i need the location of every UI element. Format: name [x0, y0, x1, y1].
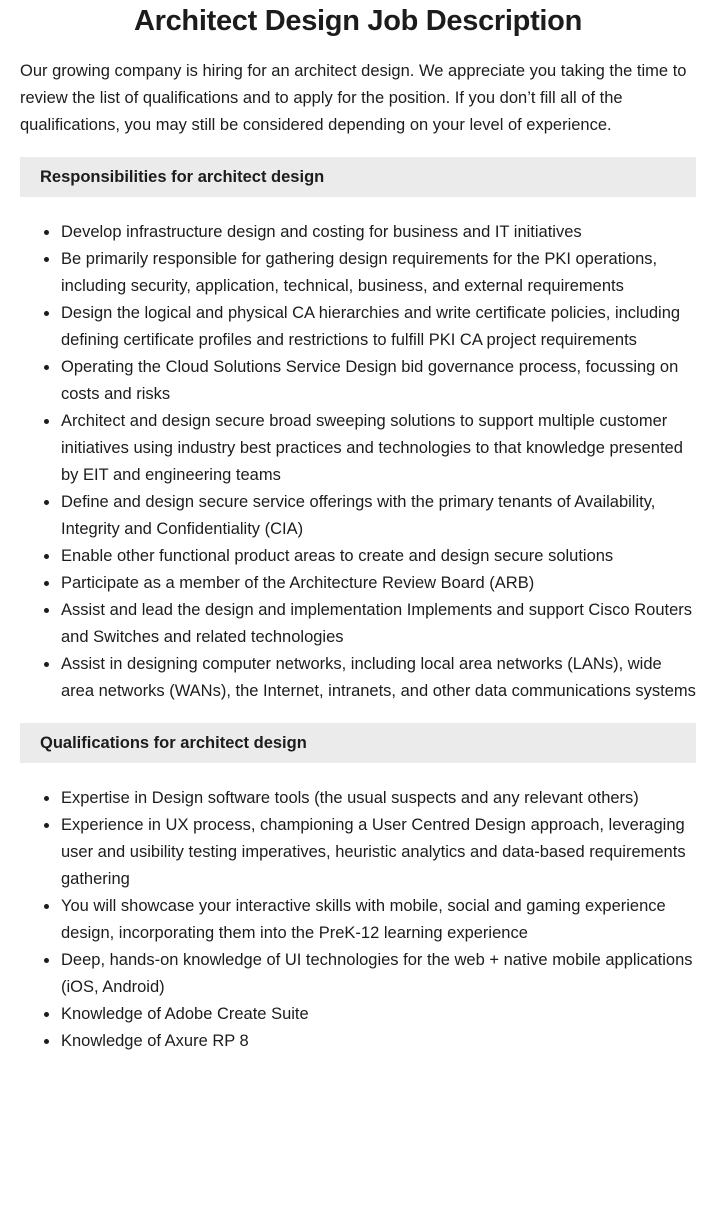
- list-item: [61, 947, 696, 1001]
- list-item-text: You will showcase your interactive skills with mobile, social and gaming experience design, incorporating them into the PreK-12 learning experience: [61, 897, 666, 942]
- list-item-text: Experience in UX process, championing a User Centred Design approach, leveraging user and usibility testing imperatives, heuristic analytics and data-based requirements gathering: [61, 816, 686, 888]
- bullet-icon: [44, 500, 49, 505]
- list-item: [61, 408, 696, 489]
- bullet-icon: [44, 662, 49, 667]
- section-qualifications: [20, 723, 696, 1055]
- list-item-text: Deep, hands-on knowledge of UI technologies for the web + native mobile applications (iOS, Android): [61, 951, 693, 996]
- bullet-icon: [44, 608, 49, 613]
- bullet-icon: [44, 230, 49, 235]
- list-item-text: Operating the Cloud Solutions Service Design bid governance process, focussing on costs and risks: [61, 358, 679, 403]
- list-item-text: Define and design secure service offerings with the primary tenants of Availability, Integrity and Confidentiality (CIA): [61, 493, 656, 538]
- section-header-bar-responsibilities: [20, 157, 696, 197]
- list-item-text: Expertise in Design software tools (the usual suspects and any relevant others): [61, 789, 639, 807]
- list-item: [61, 246, 696, 300]
- list-item-text: Assist and lead the design and implementation Implements and support Cisco Routers and Switches and related technologies: [61, 601, 693, 646]
- list-item: [61, 219, 696, 246]
- list-item: [61, 489, 696, 543]
- bullet-icon: [44, 823, 49, 828]
- list-item: [61, 812, 696, 893]
- bullet-icon: [44, 257, 49, 262]
- list-item: [61, 1028, 696, 1055]
- list-item: [61, 651, 696, 705]
- bullet-icon: [44, 581, 49, 586]
- section-responsibilities: [20, 157, 696, 705]
- list-item-text: Be primarily responsible for gathering design requirements for the PKI operations, including security, application, technical, business, and external requirements: [61, 250, 658, 295]
- bullet-icon: [44, 419, 49, 424]
- bullet-icon: [44, 365, 49, 370]
- bullet-icon: [44, 904, 49, 909]
- list-item: [61, 354, 696, 408]
- section-heading-responsibilities: Responsibilities for architect design: [40, 168, 325, 186]
- list-item-text: Participate as a member of the Architecture Review Board (ARB): [61, 574, 535, 592]
- list-item-text: Enable other functional product areas to create and design secure solutions: [61, 547, 614, 565]
- list-item: [61, 893, 696, 947]
- page-title: Architect Design Job Description: [133, 5, 583, 37]
- bullet-icon: [44, 1039, 49, 1044]
- list-item: [61, 543, 696, 570]
- list-item-text: Knowledge of Axure RP 8: [61, 1032, 249, 1050]
- list-item: [61, 570, 696, 597]
- list-item-text: Assist in designing computer networks, including local area networks (LANs), wide area networks (WANs), the Internet, intranets, and other data communications systems: [61, 655, 696, 700]
- list-item-text: Architect and design secure broad sweeping solutions to support multiple customer initiatives using industry best practices and technologies to that knowledge presented by EIT and engineering teams: [61, 412, 683, 484]
- list-item: [61, 785, 696, 812]
- list-item: [61, 300, 696, 354]
- bullet-icon: [44, 1012, 49, 1017]
- section-heading-qualifications: Qualifications for architect design: [40, 734, 307, 752]
- bullet-icon: [44, 958, 49, 963]
- list-item: [61, 1001, 696, 1028]
- bullet-icon: [44, 796, 49, 801]
- list-item-text: Develop infrastructure design and costing for business and IT initiatives: [61, 223, 582, 241]
- list-item: [61, 597, 696, 651]
- section-header-bar-qualifications: [20, 723, 696, 763]
- bullet-icon: [44, 311, 49, 316]
- bullet-icon: [44, 554, 49, 559]
- responsibilities-list: [20, 219, 696, 705]
- list-item-text: Design the logical and physical CA hierarchies and write certificate policies, including defining certificate profiles and restrictions to fulfill PKI CA project requirements: [61, 304, 681, 349]
- qualifications-list: [20, 785, 696, 1055]
- intro-paragraph: Our growing company is hiring for an architect design. We appreciate you taking the time to review the list of qualifications and to apply for the position. If you don’t fill all of the qualifications, you may still be considered depending on your level of experience.: [20, 62, 687, 134]
- list-item-text: Knowledge of Adobe Create Suite: [61, 1005, 309, 1023]
